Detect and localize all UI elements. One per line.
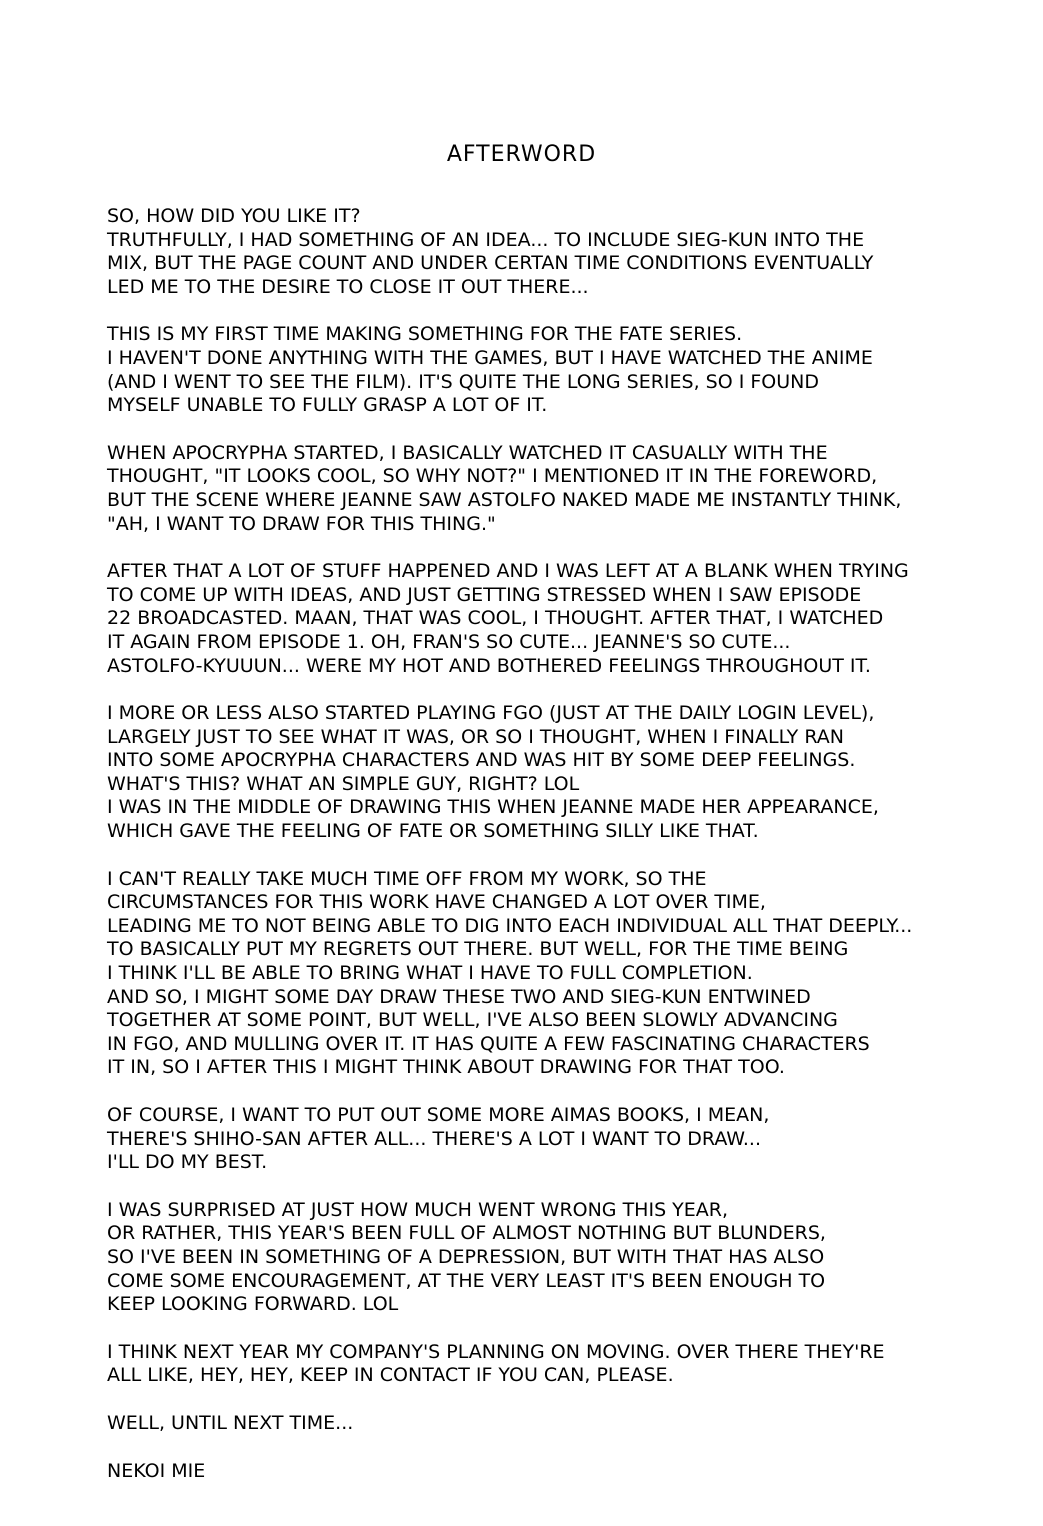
text-line: SO, HOW DID YOU LIKE IT? bbox=[107, 205, 361, 227]
text-line: LARGELY JUST TO SEE WHAT IT WAS, OR SO I THOUGHT, WHEN I FINALLY RAN bbox=[107, 725, 844, 748]
text-line: CIRCUMSTANCES FOR THIS WORK HAVE CHANGED A LOT OVER TIME, bbox=[107, 891, 766, 914]
text-line: TRUTHFULLY, I HAD SOMETHING OF AN IDEA... TO INCLUDE SIEG-KUN INTO THE bbox=[107, 228, 865, 251]
text-line: (AND I WENT TO SEE THE FILM). IT'S QUITE THE LONG SERIES, SO I FOUND bbox=[107, 370, 820, 393]
afterword-body bbox=[107, 205, 987, 1503]
text-line: COME SOME ENCOURAGEMENT, AT THE VERY LEAST IT'S BEEN ENOUGH TO bbox=[107, 1269, 826, 1292]
text-line: OF COURSE, I WANT TO PUT OUT SOME MORE AIMAS BOOKS, I MEAN, bbox=[107, 1104, 770, 1126]
text-line: I'LL DO MY BEST. bbox=[107, 1151, 268, 1174]
text-line: IT AGAIN FROM EPISODE 1. OH, FRAN'S SO CUTE... JEANNE'S SO CUTE... bbox=[107, 630, 791, 653]
text-line: KEEP LOOKING FORWARD. LOL bbox=[107, 1293, 399, 1316]
paragraph-7 bbox=[107, 1104, 987, 1175]
text-line: "AH, I WANT TO DRAW FOR THIS THING." bbox=[107, 512, 496, 535]
text-line: I WAS IN THE MIDDLE OF DRAWING THIS WHEN JEANNE MADE HER APPEARANCE, bbox=[107, 796, 879, 819]
text-line: BUT THE SCENE WHERE JEANNE SAW ASTOLFO NAKED MADE ME INSTANTLY THINK, bbox=[107, 488, 902, 511]
text-line: THIS IS MY FIRST TIME MAKING SOMETHING FOR THE FATE SERIES. bbox=[107, 323, 743, 346]
text-line: LEADING ME TO NOT BEING ABLE TO DIG INTO EACH INDIVIDUAL ALL THAT DEEPLY... bbox=[107, 914, 913, 937]
text-line: I WAS SURPRISED AT JUST HOW MUCH WENT WRONG THIS YEAR, bbox=[107, 1198, 729, 1221]
page-title: AFTERWORD bbox=[446, 142, 597, 167]
author-signature bbox=[107, 1460, 987, 1484]
text-line: LED ME TO THE DESIRE TO CLOSE IT OUT THERE... bbox=[107, 275, 589, 298]
text-line: IN FGO, AND MULLING OVER IT. IT HAS QUITE A FEW FASCINATING CHARACTERS bbox=[107, 1032, 870, 1055]
text-line: TO BASICALLY PUT MY REGRETS OUT THERE. BUT WELL, FOR THE TIME BEING bbox=[107, 938, 849, 961]
text-line: MIX, BUT THE PAGE COUNT AND UNDER CERTAN TIME CONDITIONS EVENTUALLY bbox=[107, 252, 874, 275]
text-line: I MORE OR LESS ALSO STARTED PLAYING FGO (JUST AT THE DAILY LOGIN LEVEL), bbox=[107, 702, 875, 725]
text-line: THERE'S SHIHO-SAN AFTER ALL... THERE'S A LOT I WANT TO DRAW... bbox=[107, 1127, 762, 1150]
paragraph-4 bbox=[107, 560, 987, 678]
text-line: I CAN'T REALLY TAKE MUCH TIME OFF FROM MY WORK, SO THE bbox=[107, 867, 707, 890]
paragraph-9 bbox=[107, 1341, 987, 1388]
paragraph-2 bbox=[107, 323, 987, 417]
text-line: I THINK I'LL BE ABLE TO BRING WHAT I HAVE TO FULL COMPLETION. bbox=[107, 962, 753, 985]
text-line: ALL LIKE, HEY, HEY, KEEP IN CONTACT IF YOU CAN, PLEASE. bbox=[107, 1364, 674, 1387]
text-line: SO I'VE BEEN IN SOMETHING OF A DEPRESSION, BUT WITH THAT HAS ALSO bbox=[107, 1245, 825, 1268]
text-line: MYSELF UNABLE TO FULLY GRASP A LOT OF IT. bbox=[107, 394, 548, 417]
text-line: WELL, UNTIL NEXT TIME... bbox=[107, 1411, 354, 1434]
text-line: THOUGHT, "IT LOOKS COOL, SO WHY NOT?" I MENTIONED IT IN THE FOREWORD, bbox=[107, 465, 878, 488]
text-line: INTO SOME APOCRYPHA CHARACTERS AND WAS HIT BY SOME DEEP FEELINGS. bbox=[107, 749, 856, 772]
text-line: WHEN APOCRYPHA STARTED, I BASICALLY WATCHED IT CASUALLY WITH THE bbox=[107, 441, 828, 464]
text-line: AFTER THAT A LOT OF STUFF HAPPENED AND I WAS LEFT AT A BLANK WHEN TRYING bbox=[107, 560, 909, 583]
text-line: WHAT'S THIS? WHAT AN SIMPLE GUY, RIGHT? LOL bbox=[107, 772, 580, 795]
text-line: IT IN, SO I AFTER THIS I MIGHT THINK ABOUT DRAWING FOR THAT TOO. bbox=[107, 1056, 785, 1079]
paragraph-6 bbox=[107, 868, 987, 1080]
text-line: WHICH GAVE THE FEELING OF FATE OR SOMETHING SILLY LIKE THAT. bbox=[107, 820, 759, 843]
text-line: OR RATHER, THIS YEAR'S BEEN FULL OF ALMOST NOTHING BUT BLUNDERS, bbox=[107, 1222, 826, 1245]
author-name: NEKOI MIE bbox=[107, 1459, 206, 1482]
paragraph-10 bbox=[107, 1412, 987, 1436]
text-line: 22 BROADCASTED. MAAN, THAT WAS COOL, I THOUGHT. AFTER THAT, I WATCHED bbox=[107, 607, 884, 630]
paragraph-5 bbox=[107, 702, 987, 844]
paragraph-1 bbox=[107, 205, 987, 299]
text-line: TOGETHER AT SOME POINT, BUT WELL, I'VE ALSO BEEN SLOWLY ADVANCING bbox=[107, 1009, 838, 1032]
text-line: I HAVEN'T DONE ANYTHING WITH THE GAMES, BUT I HAVE WATCHED THE ANIME bbox=[107, 346, 873, 369]
text-line: AND SO, I MIGHT SOME DAY DRAW THESE TWO AND SIEG-KUN ENTWINED bbox=[107, 985, 811, 1008]
text-line: ASTOLFO-KYUUUN... WERE MY HOT AND BOTHERED FEELINGS THROUGHOUT IT. bbox=[107, 654, 871, 677]
text-line: TO COME UP WITH IDEAS, AND JUST GETTING STRESSED WHEN I SAW EPISODE bbox=[107, 583, 862, 606]
text-line: I THINK NEXT YEAR MY COMPANY'S PLANNING ON MOVING. OVER THERE THEY'RE bbox=[107, 1340, 885, 1363]
paragraph-3 bbox=[107, 442, 987, 536]
paragraph-8 bbox=[107, 1199, 987, 1317]
